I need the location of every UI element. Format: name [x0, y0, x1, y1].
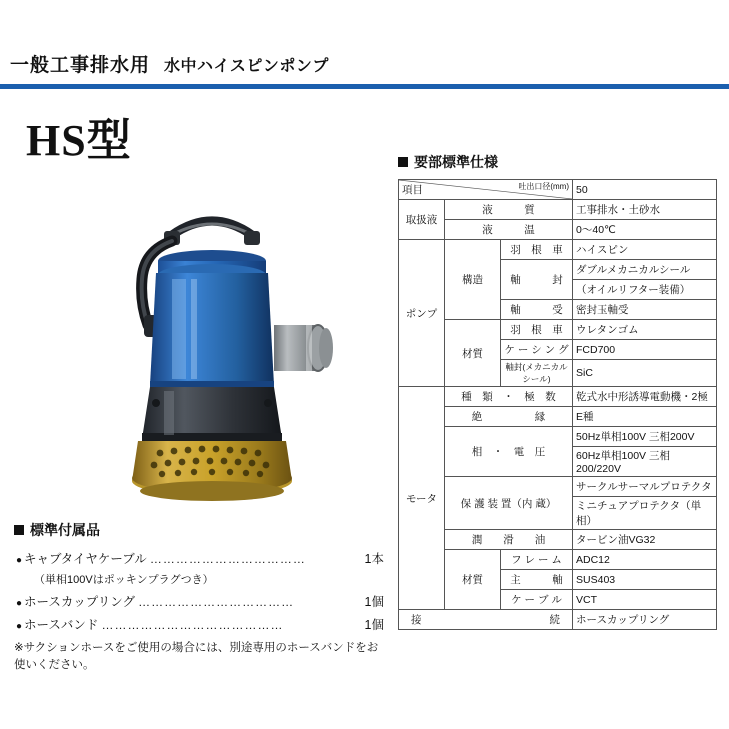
row-value: SiC	[573, 360, 717, 387]
row-value: ホースカップリング	[573, 610, 717, 630]
table-row	[399, 220, 717, 240]
row-value: （オイルリフター装備）	[573, 280, 717, 300]
row-label: 羽 根 車	[501, 320, 573, 340]
row-label: 主 軸	[501, 570, 573, 590]
row-label: 液 質	[445, 200, 573, 220]
group-label-liquid: 取扱液	[399, 200, 445, 240]
row-value: 密封玉軸受	[573, 300, 717, 320]
subgroup-label-material-motor: 材質	[445, 550, 501, 610]
row-label: フ レ ー ム	[501, 550, 573, 570]
corner-col-label: 吐出口径(mm)	[518, 182, 570, 191]
row-value: ウレタンゴム	[573, 320, 717, 340]
leader-dots: ………………………………	[138, 595, 295, 609]
connection-label-right: 続	[549, 614, 561, 626]
row-value: ADC12	[573, 550, 717, 570]
bullet-icon: ●	[16, 621, 23, 632]
table-row	[399, 530, 717, 550]
table-row	[399, 477, 717, 497]
row-value: SUS403	[573, 570, 717, 590]
spec-section	[398, 152, 716, 630]
corner-row-label: 項目	[402, 184, 423, 196]
row-value: 60Hz単相100V 三相200/220V	[573, 447, 717, 477]
accessory-qty: 1個	[364, 595, 384, 609]
row-value: 50Hz単相100V 三相200V	[573, 427, 717, 447]
row-value: ミニチュアプロテクタ（単相）	[573, 497, 717, 530]
header-sub-title: 水中ハイスピンポンプ	[164, 58, 329, 75]
accessories-title	[14, 520, 384, 540]
row-value: ダブルメカニカルシール	[573, 260, 717, 280]
group-label-pump: ポンプ	[399, 240, 445, 387]
row-value: サークルサーマルプロテクタ	[573, 477, 717, 497]
row-label: 羽 根 車	[501, 240, 573, 260]
subgroup-label-material: 材質	[445, 320, 501, 387]
table-row	[399, 550, 717, 570]
spec-title	[398, 152, 716, 172]
accessories-footnote: ※サクションホースをご使用の場合には、別途専用のホースバンドをお使いください。	[14, 642, 379, 672]
row-label: ケ ー シ ン グ	[501, 340, 573, 360]
row-value: 0～40℃	[573, 220, 717, 240]
accessory-note: （単相100Vはポッキンプラグつき）	[34, 574, 214, 586]
spec-table	[398, 179, 717, 630]
row-value: タービン油VG32	[573, 530, 717, 550]
table-row	[399, 407, 717, 427]
corner-header-cell	[399, 180, 573, 200]
leader-dots: ……………………………………	[101, 618, 284, 632]
row-label: 種 類 ・ 極 数	[445, 387, 573, 407]
row-label: 軸封(メカニカルシール)	[501, 360, 573, 387]
square-bullet-icon	[398, 157, 408, 167]
leader-dots: ………………………………	[149, 552, 306, 566]
row-label: 軸 受	[501, 300, 573, 320]
row-label: 軸 封	[501, 260, 573, 300]
square-bullet-icon	[14, 525, 24, 535]
row-value: E種	[573, 407, 717, 427]
accessory-item	[16, 549, 384, 567]
row-value: VCT	[573, 590, 717, 610]
group-label-motor: モータ	[399, 387, 445, 610]
row-label: 絶 縁	[445, 407, 573, 427]
table-row	[399, 200, 717, 220]
row-label: 保 護 装 置（内 蔵）	[445, 477, 573, 530]
row-value: FCD700	[573, 340, 717, 360]
bullet-icon: ●	[16, 598, 23, 609]
accessories-title-text: 標準付属品	[30, 522, 100, 538]
table-row	[399, 180, 717, 200]
model-name: HS型	[26, 116, 132, 165]
bore-value: 50	[573, 180, 717, 200]
row-value: ハイスピン	[573, 240, 717, 260]
accessory-qty: 1本	[364, 552, 384, 566]
accessory-qty: 1個	[364, 618, 384, 632]
table-row	[399, 240, 717, 260]
page-header	[0, 50, 729, 77]
bullet-icon: ●	[16, 555, 23, 566]
header-divider	[0, 84, 729, 89]
accessory-item	[16, 615, 384, 633]
spec-title-text: 要部標準仕様	[414, 154, 498, 170]
row-label: 液 温	[445, 220, 573, 240]
header-main-title: 一般工事排水用	[10, 55, 151, 76]
row-label: 潤 滑 油	[445, 530, 573, 550]
accessory-label: ホースバンド	[24, 618, 99, 632]
accessory-label: キャブタイヤケーブル	[24, 552, 147, 566]
table-row	[399, 387, 717, 407]
accessory-item	[16, 592, 384, 610]
row-label-connection	[399, 610, 573, 630]
row-label: ケ ー ブ ル	[501, 590, 573, 610]
table-row	[399, 427, 717, 447]
subgroup-label-structure: 構造	[445, 240, 501, 320]
table-row	[399, 610, 717, 630]
row-value: 工事排水・土砂水	[573, 200, 717, 220]
row-label: 相 ・ 電 圧	[445, 427, 573, 477]
standard-accessories-section	[14, 520, 384, 675]
connection-label-left: 接	[411, 614, 422, 626]
row-value: 乾式水中形誘導電動機・2極	[573, 387, 717, 407]
accessory-label: ホースカップリング	[24, 595, 136, 609]
pump-illustration	[60, 175, 360, 520]
table-row	[399, 320, 717, 340]
